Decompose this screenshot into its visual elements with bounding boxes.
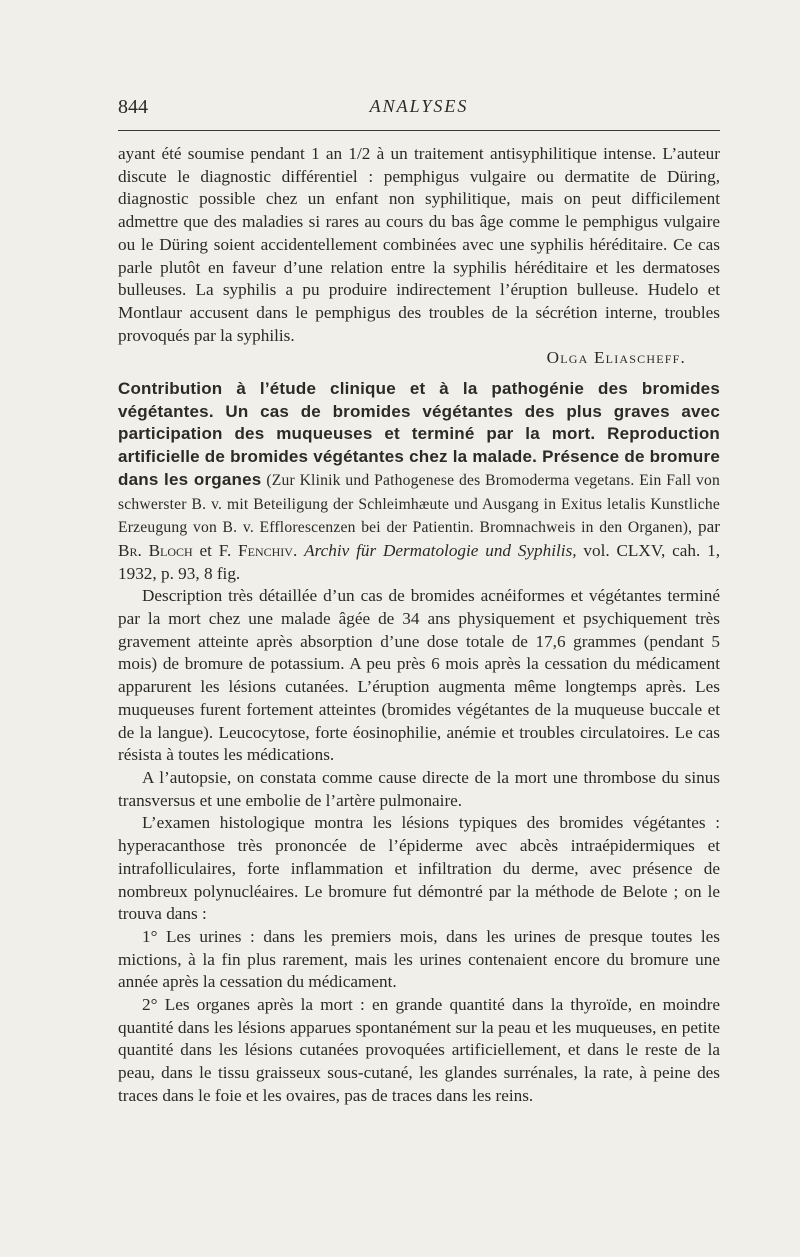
journal-reference: vol. CLXV, cah. 1, 1932, p. 93, 8 fig. [118, 540, 720, 583]
article-title: Contribution à l’étude clinique et à la pathogénie des bromides végétantes. Un cas de bromides végétantes des plus graves avec participation des muqueuses et terminé par la mort. Reproduction artificielle de bromides végétantes chez la malade. Présence de bromure dans les organes [118, 379, 720, 489]
reviewer-signature: Olga Eliascheff. [546, 348, 686, 368]
header-rule [118, 130, 720, 131]
author-bloch: Br. Bloch [118, 540, 193, 560]
article-citation [118, 378, 720, 585]
page-header [118, 96, 720, 122]
original-title: (Zur Klinik und Pathogenese des Bromoderma vegetans. Ein Fall von schwerster B. v. mit Beteiligung der Schleimhæute und Ausgang in Exitus letalis Kunstliche Erzeugung von B. v. Efflorescenzen bei der Patientin. Bromnachweis in den Organen), [118, 471, 720, 537]
author-fenchiv: F. Fenchiv. [218, 540, 298, 560]
body-paragraph: 2° Les organes après la mort : en grande quantité dans la thyroïde, en moindre quantité dans les lésions apparues spontanément sur la peau et les muqueuses, en petite quantité dans les lésions cutanées provoquées artificiellement, et dans le reste de la peau, dans le tissu graisseux sous-cutané, les glandes surrénales, la rate, à peine des traces dans le foie et les ovaires, pas de traces dans les reins. [118, 995, 720, 1105]
by-text: par [692, 517, 720, 537]
journal-name: Archiv für Dermatologie und Syphilis, [304, 540, 577, 560]
body-paragraph: Description très détaillée d’un cas de bromides acnéiformes et végétantes terminé par la mort chez une malade âgée de 34 ans physiquement et psychiquement très gravement atteinte après absorption d’une dose totale de 17,6 grammes (pendant 5 mois) de bromure de potassium. A peu près 6 mois après la cessation du médicament apparurent les lésions cutanées. L’éruption augmenta même longtemps après. Les muqueuses furent fortement atteintes (bromides végétantes de la muqueuse buccale et de la langue). Leucocytose, forte éosinophilie, anémie et troubles circulatoires. Le cas résista à toutes les médications. [118, 586, 720, 765]
page-body [118, 143, 720, 1108]
previous-review-text: ayant été soumise pendant 1 an 1/2 à un traitement antisyphilitique intense. L’auteur discute le diagnostic différentiel : pemphigus vulgaire ou dermatite de Düring, diagnostic possible chez un enfant non syphilitique, mais on peut difficilement admettre que des maladies si rares au cours du bas âge comme le pemphigus vulgaire ou le Düring soient accidentellement combinées avec une syphilis héréditaire. Ce cas parle plutôt en faveur d’une relation entre la syphilis héréditaire et les dermatoses bulleuses. La syphilis a pu produire indirectement l’éruption bulleuse. Hudelo et Montlaur accusent dans le pemphigus des troubles de la sécrétion interne, troubles provoqués par la syphilis. [118, 144, 720, 345]
and-text: et [192, 540, 219, 560]
body-paragraph: L’examen histologique montra les lésions typiques des bromides végétantes : hyperacanthose très prononcée de l’épiderme avec abcès intraépidermiques et intrafolliculaires, forte inflammation et infiltration du derme, avec présence de nombreux polynucléaires. Le bromure fut démontré par la méthode de Belote ; on le trouva dans : [118, 813, 720, 924]
page-number: 844 [118, 96, 148, 118]
body-paragraph: 1° Les urines : dans les premiers mois, dans les urines de presque toutes les mictions, à la fin plus rarement, mais les urines contenaient encore du bromure une année après la cessation du médicament. [118, 926, 720, 992]
running-head: ANALYSES [369, 96, 469, 116]
body-paragraph: A l’autopsie, on constata comme cause directe de la mort une thrombose du sinus transversus et une embolie de l’artère pulmonaire. [118, 767, 720, 810]
